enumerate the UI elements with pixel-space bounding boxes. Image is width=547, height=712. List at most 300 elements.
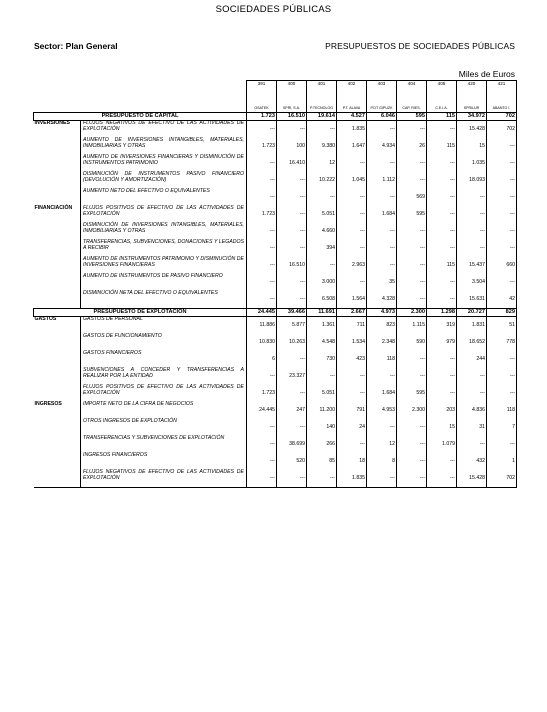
- column-abbreviation: P.TECNOLOG: [307, 104, 337, 113]
- cell-value: ---: [487, 138, 517, 155]
- header-blank-cell: [34, 81, 247, 89]
- table-row: [34, 351, 517, 368]
- group-label: [34, 385, 81, 402]
- column-abbreviation: P.T. ALAVA: [337, 104, 367, 113]
- cell-value: ---: [367, 223, 397, 240]
- cell-value: ---: [337, 206, 367, 223]
- cell-value: 4.660: [307, 223, 337, 240]
- group-label: [34, 291, 81, 309]
- cell-value: ---: [367, 240, 397, 257]
- row-label: FLUJOS POSITIVOS DE EFECTIVO DE LAS ACTIVIDADES DE EXPLOTACIÓN: [81, 385, 247, 402]
- cell-value: 18: [337, 453, 367, 470]
- cell-value: ---: [397, 453, 427, 470]
- cell-value: ---: [397, 240, 427, 257]
- budget-table: [33, 80, 517, 488]
- cell-value: 520: [277, 453, 307, 470]
- cell-value: 42: [487, 291, 517, 309]
- cell-value: ---: [367, 470, 397, 488]
- group-label: GASTOS: [34, 316, 57, 322]
- cell-value: 6: [247, 351, 277, 368]
- cell-value: 24.445: [247, 402, 277, 419]
- group-label: [34, 470, 81, 488]
- cell-value: ---: [307, 189, 337, 206]
- column-abbreviation: ABANTO I.: [487, 104, 517, 113]
- table-row: [34, 291, 517, 309]
- cell-value: ---: [247, 172, 277, 189]
- row-label: DISMINUCIÓN NETA DEL EFECTIVO O EQUIVALENTES: [81, 291, 247, 309]
- cell-value: ---: [247, 368, 277, 385]
- column-code-row: [34, 81, 517, 89]
- table-row: [34, 257, 517, 274]
- group-label: [34, 155, 81, 172]
- cell-value: 118: [367, 351, 397, 368]
- cell-value: 4.836: [457, 402, 487, 419]
- sector-label: Sector: Plan General: [34, 41, 118, 51]
- capital-total-value: 4.527: [337, 113, 367, 121]
- cell-value: 595: [397, 206, 427, 223]
- cell-value: ---: [487, 172, 517, 189]
- cell-value: 1.647: [337, 138, 367, 155]
- cell-value: 660: [487, 257, 517, 274]
- cell-value: ---: [277, 291, 307, 309]
- table-row: [34, 470, 517, 488]
- cell-value: 730: [307, 351, 337, 368]
- table-row: [34, 172, 517, 189]
- row-label: AUMENTO NETO DEL EFECTIVO O EQUIVALENTES: [81, 189, 247, 206]
- cell-value: ---: [457, 436, 487, 453]
- cell-value: ---: [397, 257, 427, 274]
- cell-value: ---: [487, 223, 517, 240]
- row-label: FLUJOS NEGATIVOS DE EFECTIVO DE LAS ACTIVIDADES DE EXPLOTACIÓN: [81, 121, 247, 139]
- row-label: DISMINUCIÓN DE INVERSIONES INTANGIBLES, MATERIALES, INMOBILIARIAS Y OTRAS: [81, 223, 247, 240]
- cell-value: 4.953: [367, 402, 397, 419]
- cell-value: ---: [397, 419, 427, 436]
- header-spacer-cell: [457, 88, 487, 104]
- cell-value: 15.428: [457, 121, 487, 139]
- group-label: [34, 453, 81, 470]
- table-row: [34, 385, 517, 402]
- cell-value: 2.348: [367, 334, 397, 351]
- group-label: [34, 274, 81, 291]
- cell-value: 11.886: [247, 317, 277, 335]
- cell-value: 12: [367, 436, 397, 453]
- row-label: FLUJOS NEGATIVOS DE EFECTIVO DE LAS ACTIVIDADES DE EXPLOTACIÓN: [81, 470, 247, 488]
- header-spacer-cell: [487, 88, 517, 104]
- row-label: TRANSFERENCIAS Y SUBVENCIONES DE EXPLOTACIÓN: [81, 436, 247, 453]
- cell-value: ---: [457, 189, 487, 206]
- cell-value: 31: [457, 419, 487, 436]
- group-label: INVERSIONES: [34, 120, 70, 126]
- row-label: AUMENTO DE INSTRUMENTOS PATRIMONIO Y DISMINUCIÓN DE INVERSIONES FINANCIERAS: [81, 257, 247, 274]
- cell-value: ---: [427, 240, 457, 257]
- group-label: [34, 223, 81, 240]
- group-label: [34, 419, 81, 436]
- cell-value: 18.093: [457, 172, 487, 189]
- table-row: [34, 240, 517, 257]
- cell-value: 791: [337, 402, 367, 419]
- cell-value: 1.564: [337, 291, 367, 309]
- cell-value: ---: [487, 436, 517, 453]
- cell-value: ---: [247, 223, 277, 240]
- cell-value: 5.051: [307, 206, 337, 223]
- explotacion-total-value: 24.445: [247, 309, 277, 317]
- column-abbreviation: SPRI, S.A.: [277, 104, 307, 113]
- table-row: [34, 419, 517, 436]
- cell-value: 1.361: [307, 317, 337, 335]
- group-label: INGRESOS: [34, 401, 62, 407]
- explotacion-total-value: 1.298: [427, 309, 457, 317]
- cell-value: 10.263: [277, 334, 307, 351]
- row-label: GASTOS DE FUNCIONAMIENTO: [81, 334, 247, 351]
- cell-value: 115: [427, 257, 457, 274]
- cell-value: ---: [277, 189, 307, 206]
- row-label: GASTOS FINANCIEROS: [81, 351, 247, 368]
- cell-value: ---: [427, 385, 457, 402]
- column-code: 421: [487, 81, 517, 89]
- cell-value: 26: [397, 138, 427, 155]
- row-label: AUMENTO DE INVERSIONES INTANGIBLES, MATERIALES, INMOBILIARIAS Y OTRAS: [81, 138, 247, 155]
- explotacion-total-value: 11.691: [307, 309, 337, 317]
- cell-value: 702: [487, 121, 517, 139]
- cell-value: ---: [337, 274, 367, 291]
- cell-value: 5.877: [277, 317, 307, 335]
- explotacion-total-value: 829: [487, 309, 517, 317]
- budget-table-body: [34, 81, 517, 488]
- cell-value: ---: [457, 223, 487, 240]
- cell-value: ---: [277, 385, 307, 402]
- cell-value: 3.000: [307, 274, 337, 291]
- cell-value: ---: [277, 206, 307, 223]
- cell-value: ---: [337, 155, 367, 172]
- cell-value: 23.327: [277, 368, 307, 385]
- cell-value: 8: [367, 453, 397, 470]
- cell-value: ---: [397, 470, 427, 488]
- group-label: FINANCIACIÓN: [34, 205, 73, 211]
- group-label: [34, 257, 81, 274]
- cell-value: 15.428: [457, 470, 487, 488]
- column-code: 400: [277, 81, 307, 89]
- cell-value: ---: [487, 155, 517, 172]
- cell-value: ---: [427, 453, 457, 470]
- capital-total-value: 115: [427, 113, 457, 121]
- cell-value: 140: [307, 419, 337, 436]
- cell-value: ---: [487, 368, 517, 385]
- cell-value: 12: [307, 155, 337, 172]
- table-row: [34, 155, 517, 172]
- cell-value: 1.112: [367, 172, 397, 189]
- cell-value: 10.830: [247, 334, 277, 351]
- cell-value: ---: [337, 368, 367, 385]
- cell-value: 266: [307, 436, 337, 453]
- cell-value: ---: [247, 453, 277, 470]
- cell-value: ---: [427, 223, 457, 240]
- column-code: 401: [307, 81, 337, 89]
- cell-value: 16.410: [277, 155, 307, 172]
- header-spacer-cell: [337, 88, 367, 104]
- abbr-blank-cell: [34, 104, 247, 113]
- capital-total-value: 19.614: [307, 113, 337, 121]
- cell-value: ---: [277, 274, 307, 291]
- units-label: Miles de Euros: [458, 69, 515, 79]
- column-abbreviation: CAP. RIES.: [397, 104, 427, 113]
- group-label: [34, 334, 81, 351]
- capital-total-value: 702: [487, 113, 517, 121]
- cell-value: 38.699: [277, 436, 307, 453]
- cell-value: 2.963: [337, 257, 367, 274]
- cell-value: ---: [247, 419, 277, 436]
- header-spacer-row: [34, 88, 517, 104]
- cell-value: ---: [427, 274, 457, 291]
- table-row: [34, 402, 517, 419]
- column-code: 402: [337, 81, 367, 89]
- cell-value: 10.222: [307, 172, 337, 189]
- cell-value: 1.115: [397, 317, 427, 335]
- cell-value: 5.051: [307, 385, 337, 402]
- cell-value: ---: [427, 351, 457, 368]
- group-label: [34, 189, 81, 206]
- cell-value: 7: [487, 419, 517, 436]
- cell-value: 1.831: [457, 317, 487, 335]
- cell-value: 4.548: [307, 334, 337, 351]
- table-row: [34, 206, 517, 223]
- cell-value: ---: [427, 368, 457, 385]
- cell-value: 319: [427, 317, 457, 335]
- table-row: [34, 334, 517, 351]
- cell-value: ---: [277, 240, 307, 257]
- cell-value: ---: [247, 436, 277, 453]
- explotacion-title: PRESUPUESTO DE EXPLOTACIÓN: [34, 309, 247, 317]
- cell-value: ---: [397, 172, 427, 189]
- cell-value: ---: [367, 121, 397, 139]
- cell-value: ---: [307, 368, 337, 385]
- explotacion-total-value: 39.466: [277, 309, 307, 317]
- document-heading: PRESUPUESTOS DE SOCIEDADES PÚBLICAS: [325, 41, 515, 51]
- cell-value: 203: [427, 402, 457, 419]
- cell-value: ---: [487, 189, 517, 206]
- cell-value: 115: [427, 138, 457, 155]
- cell-value: 702: [487, 470, 517, 488]
- cell-value: 4.328: [367, 291, 397, 309]
- cell-value: ---: [487, 240, 517, 257]
- header-spacer-cell: [397, 88, 427, 104]
- cell-value: ---: [307, 121, 337, 139]
- capital-total-value: 6.046: [367, 113, 397, 121]
- cell-value: ---: [427, 155, 457, 172]
- cell-value: ---: [457, 240, 487, 257]
- cell-value: 15.437: [457, 257, 487, 274]
- cell-value: ---: [247, 189, 277, 206]
- capital-total-value: 16.510: [277, 113, 307, 121]
- column-abbreviation: SPRILUR: [457, 104, 487, 113]
- cell-value: ---: [307, 257, 337, 274]
- cell-value: 778: [487, 334, 517, 351]
- header-spacer-cell: [277, 88, 307, 104]
- capital-total-value: 1.723: [247, 113, 277, 121]
- cell-value: 1: [487, 453, 517, 470]
- cell-value: ---: [427, 189, 457, 206]
- row-label: SUBVENCIONES A CONCEDER Y TRANSFERENCIAS A REALIZAR POR LA ENTIDAD: [81, 368, 247, 385]
- cell-value: 51: [487, 317, 517, 335]
- cell-value: ---: [337, 436, 367, 453]
- cell-value: ---: [247, 121, 277, 139]
- table-row: [34, 368, 517, 385]
- cell-value: 590: [397, 334, 427, 351]
- cell-value: 1.534: [337, 334, 367, 351]
- column-abbreviation: OSATEK: [247, 104, 277, 113]
- cell-value: 711: [337, 317, 367, 335]
- cell-value: ---: [337, 223, 367, 240]
- row-label: AUMENTO DE INSTRUMENTOS DE PASIVO FINANCIERO: [81, 274, 247, 291]
- cell-value: ---: [397, 368, 427, 385]
- cell-value: 15: [427, 419, 457, 436]
- header-spacer-cell: [427, 88, 457, 104]
- capital-title: PRESUPUESTO DE CAPITAL: [34, 113, 247, 121]
- cell-value: 1.835: [337, 470, 367, 488]
- cell-value: 9.380: [307, 138, 337, 155]
- header-spacer-cell: [367, 88, 397, 104]
- cell-value: 823: [367, 317, 397, 335]
- cell-value: ---: [397, 155, 427, 172]
- cell-value: 595: [397, 385, 427, 402]
- cell-value: 11.200: [307, 402, 337, 419]
- cell-value: ---: [397, 291, 427, 309]
- cell-value: 4.934: [367, 138, 397, 155]
- explotacion-total-value: 4.973: [367, 309, 397, 317]
- cell-value: 24: [337, 419, 367, 436]
- table-row: [34, 121, 517, 139]
- cell-value: ---: [367, 257, 397, 274]
- cell-value: ---: [427, 121, 457, 139]
- cell-value: ---: [427, 206, 457, 223]
- row-label: IMPORTE NETO DE LA CIFRA DE NEGOCIOS: [81, 402, 247, 419]
- cell-value: ---: [277, 470, 307, 488]
- cell-value: 1.835: [337, 121, 367, 139]
- column-code: 404: [397, 81, 427, 89]
- group-label: [34, 351, 81, 368]
- cell-value: ---: [457, 206, 487, 223]
- group-label: [34, 138, 81, 155]
- cell-value: 1.723: [247, 385, 277, 402]
- cell-value: ---: [277, 121, 307, 139]
- cell-value: 16.510: [277, 257, 307, 274]
- cell-value: ---: [247, 291, 277, 309]
- cell-value: 6.508: [307, 291, 337, 309]
- cell-value: ---: [277, 419, 307, 436]
- cell-value: 15: [457, 138, 487, 155]
- row-label: FLUJOS POSITIVOS DE EFECTIVO DE LAS ACTIVIDADES DE EXPLOTACIÓN: [81, 206, 247, 223]
- cell-value: ---: [367, 189, 397, 206]
- cell-value: ---: [277, 351, 307, 368]
- table-row: [34, 453, 517, 470]
- cell-value: ---: [247, 240, 277, 257]
- cell-value: 1.684: [367, 385, 397, 402]
- capital-total-value: 34.972: [457, 113, 487, 121]
- cell-value: ---: [397, 436, 427, 453]
- explotacion-total-value: 20.727: [457, 309, 487, 317]
- header-spacer-left: [34, 88, 247, 104]
- group-label: [34, 240, 81, 257]
- table-row: [34, 223, 517, 240]
- cell-value: 18.652: [457, 334, 487, 351]
- header-spacer-cell: [307, 88, 337, 104]
- cell-value: ---: [247, 274, 277, 291]
- table-row: [34, 189, 517, 206]
- column-code: 405: [427, 81, 457, 89]
- cell-value: ---: [247, 155, 277, 172]
- cell-value: ---: [247, 257, 277, 274]
- cell-value: 247: [277, 402, 307, 419]
- cell-value: 432: [457, 453, 487, 470]
- cell-value: 15.631: [457, 291, 487, 309]
- explotacion-total-value: 2.667: [337, 309, 367, 317]
- cell-value: ---: [337, 385, 367, 402]
- row-label: DISMINUCIÓN DE INSTRUMENTOS PASIVO FINANCIERO (DEVOLUCIÓN Y AMORTIZACIÓN): [81, 172, 247, 189]
- row-label: AUMENTO DE INVERSIONES FINANCIERAS Y DISMINUCIÓN DE INSTRUMENTOS PATRIMONIO: [81, 155, 247, 172]
- cell-value: ---: [337, 189, 367, 206]
- group-label: [34, 368, 81, 385]
- cell-value: 2.300: [397, 402, 427, 419]
- cell-value: ---: [277, 223, 307, 240]
- cell-value: 100: [277, 138, 307, 155]
- cell-value: ---: [487, 206, 517, 223]
- cell-value: 423: [337, 351, 367, 368]
- cell-value: ---: [367, 419, 397, 436]
- cell-value: 1.723: [247, 206, 277, 223]
- cell-value: ---: [277, 172, 307, 189]
- table-row: [34, 274, 517, 291]
- cell-value: ---: [427, 291, 457, 309]
- cell-value: ---: [397, 351, 427, 368]
- cell-value: ---: [487, 274, 517, 291]
- column-abbreviation: C.E.I.A.: [427, 104, 457, 113]
- cell-value: 1.035: [457, 155, 487, 172]
- cell-value: 979: [427, 334, 457, 351]
- cell-value: 1.684: [367, 206, 397, 223]
- cell-value: ---: [397, 223, 427, 240]
- cell-value: 394: [307, 240, 337, 257]
- cell-value: ---: [457, 368, 487, 385]
- cell-value: 244: [457, 351, 487, 368]
- row-label: OTROS INGRESOS DE EXPLOTACIÓN: [81, 419, 247, 436]
- cell-value: ---: [487, 351, 517, 368]
- cell-value: 118: [487, 402, 517, 419]
- cell-value: ---: [487, 385, 517, 402]
- header-spacer-cell: [247, 88, 277, 104]
- column-abbreviation-row: [34, 104, 517, 113]
- cell-value: ---: [247, 470, 277, 488]
- column-code: 391: [247, 81, 277, 89]
- table-row: [34, 138, 517, 155]
- group-label: [34, 436, 81, 453]
- row-label: GASTOS DE PERSONAL: [81, 317, 247, 335]
- explotacion-total-value: 2.300: [397, 309, 427, 317]
- cell-value: 35: [367, 274, 397, 291]
- cell-value: 3.504: [457, 274, 487, 291]
- cell-value: ---: [367, 155, 397, 172]
- cell-value: 1.723: [247, 138, 277, 155]
- cell-value: ---: [397, 274, 427, 291]
- cell-value: ---: [457, 385, 487, 402]
- group-label: [34, 172, 81, 189]
- cell-value: ---: [397, 121, 427, 139]
- column-code: 403: [367, 81, 397, 89]
- cell-value: 1.079: [427, 436, 457, 453]
- cell-value: 569: [397, 189, 427, 206]
- cell-value: ---: [307, 470, 337, 488]
- cell-value: ---: [337, 240, 367, 257]
- row-label: TRANSFERENCIAS, SUBVENCIONES, DONACIONES Y LEGADOS A RECIBIR: [81, 240, 247, 257]
- column-abbreviation: P.DT GIPUZK: [367, 104, 397, 113]
